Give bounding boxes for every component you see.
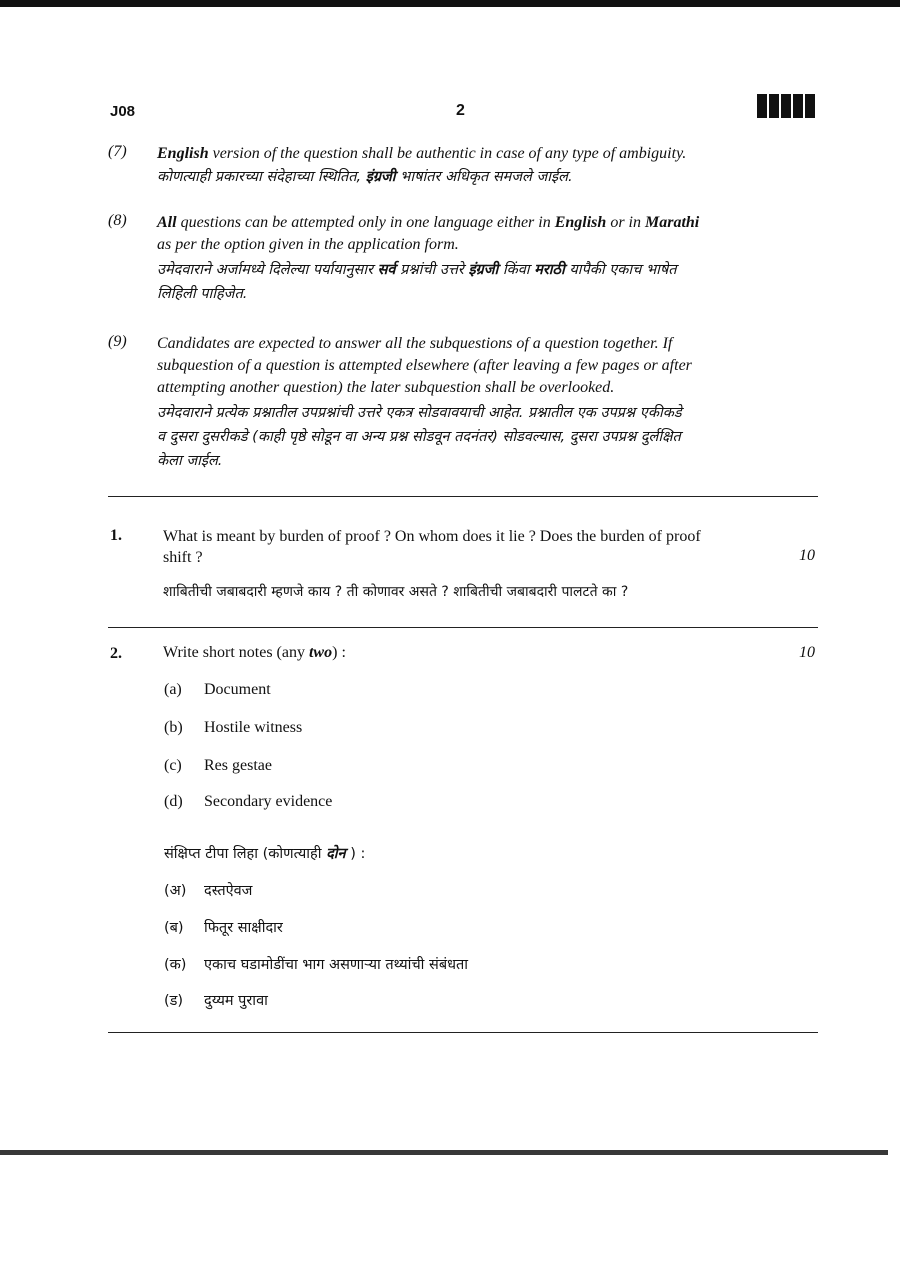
item-text: Res gestae [204, 757, 272, 774]
question-text: Write short notes (any [163, 644, 309, 661]
list-item [164, 916, 283, 940]
marathi-text: उमेदवाराने प्रत्येक प्रश्नातील उपप्रश्नांची उत्तरे एकत्र सोडवावयाची आहेत. प्रश्नातील एक उपप्रश्न एकीकडे [157, 405, 682, 421]
item-label: (अ) [164, 883, 187, 899]
item-text: दुय्यम पुरावा [204, 993, 268, 1009]
instruction-text: subquestion of a question is attempted elsewhere (after leaving a few pages or after [157, 357, 692, 374]
item-text: Secondary evidence [204, 793, 333, 810]
marathi-text: ) : [345, 846, 366, 862]
item-text: Document [204, 681, 271, 698]
instruction-number: (7) [108, 143, 127, 160]
item-text: फितूर साक्षीदार [204, 920, 283, 936]
question-marks: 10 [799, 644, 815, 661]
item-label: (a) [164, 681, 182, 698]
question-1 [163, 526, 817, 568]
item-text: एकाच घडामोडींचा भाग असणाऱ्या तथ्यांची संबंधता [204, 957, 469, 973]
bottom-border [0, 1150, 888, 1155]
english-emphasis: All [157, 214, 177, 231]
marathi-text: उमेदवाराने अर्जामध्ये दिलेल्या पर्यायानुसार [157, 262, 378, 278]
instruction-7 [157, 143, 817, 189]
marathi-text: किंवा [498, 262, 535, 278]
list-item [164, 989, 268, 1013]
instruction-number: (8) [108, 212, 127, 229]
list-item [164, 879, 252, 903]
instruction-text: version of the question shall be authentic in case of any type of ambiguity. [208, 145, 687, 162]
marathi-text: कोणत्याही प्रकारच्या संदेहाच्या स्थितित, [157, 169, 366, 185]
question-2-prompt [163, 644, 823, 662]
question-number: 1. [110, 527, 122, 544]
marathi-text: व दुसरा दुसरीकडे (काही पृष्ठे सोडून वा अन्य प्रश्न सोडवून तदनंतर) सोडवल्यास, दुसरा उपप्रश्न दुर्लक्षित [157, 429, 681, 445]
item-label: (ड) [164, 993, 184, 1009]
marathi-emphasis: दोन [326, 846, 346, 862]
marathi-text: संक्षिप्त टीपा लिहा (कोणत्याही [164, 846, 327, 862]
marathi-emphasis: सर्व [377, 262, 396, 278]
item-label: (d) [164, 793, 183, 810]
english-emphasis: English [554, 214, 607, 231]
marathi-emphasis: इंग्रजी [365, 169, 396, 185]
marathi-emphasis: मराठी [534, 262, 565, 278]
instruction-text: Candidates are expected to answer all the subquestions of a question together. If [157, 335, 673, 352]
item-text: Hostile witness [204, 719, 303, 736]
instruction-9 [157, 333, 817, 473]
section-divider [108, 1032, 818, 1033]
top-border [0, 0, 900, 7]
instruction-text: or in [606, 214, 645, 231]
page-number: 2 [456, 102, 465, 119]
paper-code: J08 [110, 103, 136, 120]
question-2-marathi-prompt [164, 842, 365, 866]
marathi-text: प्रश्नांची उत्तरे [395, 262, 469, 278]
marathi-emphasis: इंग्रजी [468, 262, 499, 278]
item-label: (c) [164, 757, 182, 774]
marathi-text: भाषांतर अधिकृत समजले जाईल. [395, 169, 573, 185]
marathi-text: केला जाईल. [157, 453, 223, 469]
instruction-number: (9) [108, 333, 127, 350]
question-number: 2. [110, 645, 122, 662]
instruction-8 [157, 212, 817, 306]
item-label: (क) [164, 957, 187, 973]
question-emphasis: two [308, 644, 333, 661]
section-divider [108, 627, 818, 628]
section-divider [108, 496, 818, 497]
marathi-text: यापैकी एकाच भाषेत [564, 262, 677, 278]
list-item [164, 719, 302, 737]
instruction-text: questions can be attempted only in one language either in [176, 214, 555, 231]
question-text: ) : [332, 644, 346, 661]
barcode-icon [757, 94, 815, 118]
instruction-text: as per the option given in the application form. [157, 236, 459, 253]
marathi-text: लिहिली पाहिजेत. [157, 286, 248, 302]
english-emphasis: Marathi [644, 214, 700, 231]
question-marks: 10 [799, 547, 815, 564]
item-text: दस्तऐवज [204, 883, 253, 899]
item-label: (ब) [164, 920, 184, 936]
instruction-text: attempting another question) the later subquestion shall be overlooked. [157, 379, 615, 396]
list-item [164, 793, 332, 811]
english-emphasis: English [157, 145, 209, 162]
list-item [164, 681, 271, 699]
question-1-marathi: शाबितीची जबाबदारी म्हणजे काय ? ती कोणावर असते ? शाबितीची जबाबदारी पालटते का ? [163, 584, 629, 600]
question-text: shift ? [163, 549, 203, 566]
item-label: (b) [164, 719, 183, 736]
question-text: What is meant by burden of proof ? On whom does it lie ? Does the burden of proof [163, 528, 701, 545]
list-item [164, 757, 272, 775]
list-item [164, 953, 468, 977]
